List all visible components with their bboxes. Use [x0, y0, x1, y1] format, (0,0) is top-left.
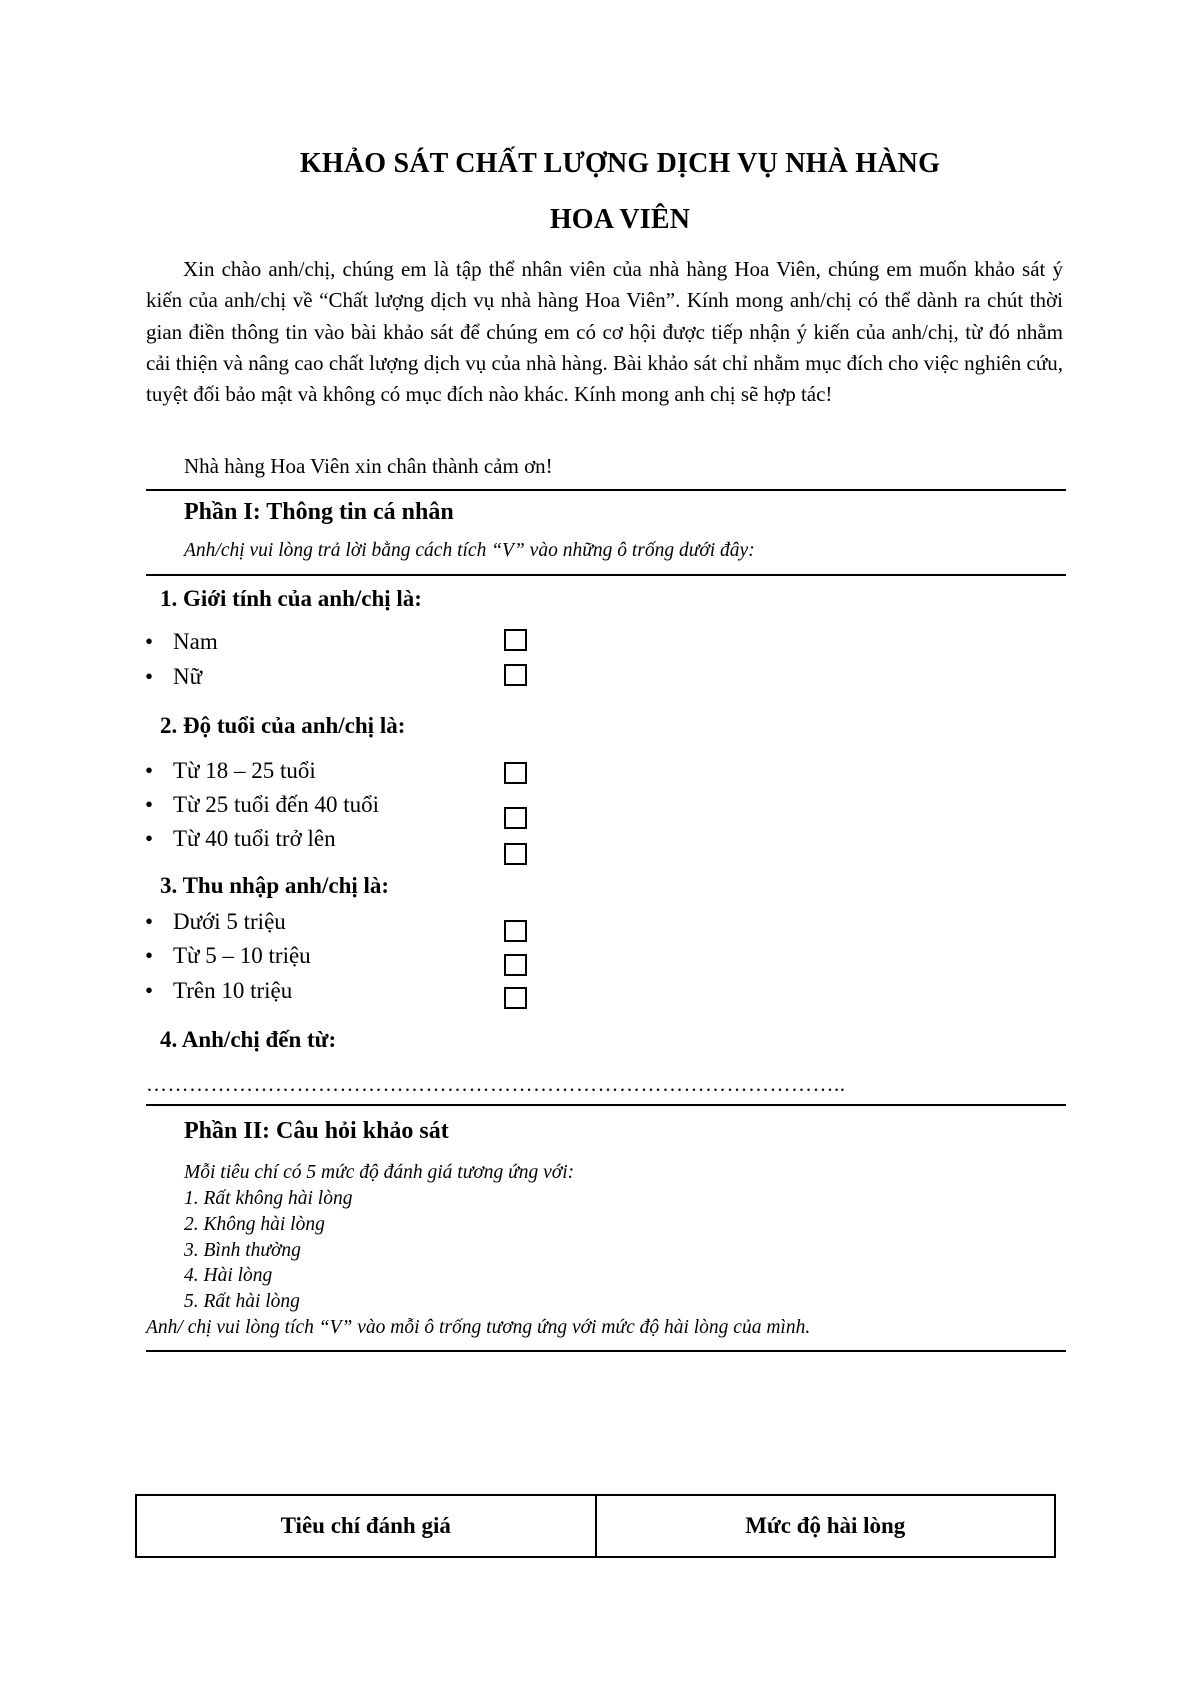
scale-level: 3. Bình thường	[184, 1240, 301, 1261]
checkbox-male[interactable]	[504, 629, 527, 651]
option-label: Từ 25 tuổi đến 40 tuổi	[173, 792, 380, 817]
option-gender-female	[145, 664, 202, 690]
bullet-icon: •	[145, 664, 154, 689]
checkbox-age-25-40[interactable]	[504, 807, 527, 829]
bullet-icon: •	[145, 978, 154, 1003]
bullet-icon: •	[145, 758, 154, 783]
table-header-criteria: Tiêu chí đánh giá	[136, 1495, 596, 1557]
bullet-icon: •	[145, 909, 154, 934]
checkbox-income-under-5[interactable]	[504, 920, 527, 942]
option-income-over-10	[145, 978, 292, 1004]
option-gender-male	[145, 629, 218, 655]
option-label: Nam	[173, 629, 218, 654]
scale-level: 2. Không hài lòng	[184, 1214, 325, 1235]
scale-level: 5. Rất hài lòng	[184, 1291, 300, 1312]
checkbox-income-5-10[interactable]	[504, 954, 527, 976]
intro-paragraph: Xin chào anh/chị, chúng em là tập thể nhân viên của nhà hàng Hoa Viên, chúng em muốn khảo sát ý kiến của anh/chị về “Chất lượng dịch vụ nhà hàng Hoa Viên”. Kính mong anh/chị có thể dành ra chút thời gian điền thông tin vào bài khảo sát để chúng em có cơ hội được tiếp nhận ý kiến của anh/chị, từ đó nhằm cải thiện và nâng cao chất lượng dịch vụ của nhà hàng. Bài khảo sát chỉ nhằm mục đích cho việc nghiên cứu, tuyệt đối bảo mật và không có mục đích nào khác. Kính mong anh chị sẽ hợp tác!	[146, 257, 1063, 407]
option-age-25-40	[145, 792, 379, 818]
bullet-icon: •	[145, 943, 154, 968]
table-header-satisfaction: Mức độ hài lòng	[596, 1495, 1056, 1557]
checkbox-income-over-10[interactable]	[504, 987, 527, 1009]
table-header-row	[136, 1495, 1055, 1557]
option-label: Từ 40 tuổi trở lên	[173, 826, 336, 851]
part2-instruction: Anh/ chị vui lòng tích “V” vào mỗi ô trống tương ứng với mức độ hài lòng của mình.	[146, 1317, 811, 1338]
divider	[146, 489, 1066, 491]
option-label: Nữ	[173, 664, 203, 689]
part2-intro: Mỗi tiêu chí có 5 mức độ đánh giá tương ứng với:	[184, 1162, 575, 1183]
bullet-icon: •	[145, 792, 154, 817]
option-label: Dưới 5 triệu	[173, 909, 286, 934]
checkbox-age-18-25[interactable]	[504, 762, 527, 784]
page-title-line2: HOA VIÊN	[549, 204, 691, 235]
option-income-under-5	[145, 909, 286, 935]
question-income: 3. Thu nhập anh/chị là:	[160, 873, 390, 898]
checkbox-age-40-plus[interactable]	[504, 843, 527, 865]
option-age-18-25	[145, 758, 316, 784]
rating-table	[135, 1494, 1056, 1558]
thanks-line: Nhà hàng Hoa Viên xin chân thành cảm ơn!	[184, 454, 553, 478]
scale-level: 1. Rất không hài lòng	[184, 1188, 353, 1209]
part1-instruction: Anh/chị vui lòng trả lời bằng cách tích “V” vào những ô trống dưới đây:	[184, 540, 755, 561]
origin-answer-line[interactable]: ……………………………………………………………………………………..	[146, 1072, 846, 1096]
option-label: Từ 5 – 10 triệu	[173, 943, 311, 968]
checkbox-female[interactable]	[504, 664, 527, 686]
question-age: 2. Độ tuổi của anh/chị là:	[160, 713, 406, 738]
option-label: Từ 18 – 25 tuổi	[173, 758, 316, 783]
part1-title: Phần I: Thông tin cá nhân	[184, 499, 454, 525]
bullet-icon: •	[145, 826, 154, 851]
divider	[146, 1350, 1066, 1352]
option-label: Trên 10 triệu	[173, 978, 293, 1003]
page-title: KHẢO SÁT CHẤT LƯỢNG DỊCH VỤ NHÀ HÀNG	[299, 148, 941, 179]
part2-title: Phần II: Câu hỏi khảo sát	[184, 1118, 449, 1144]
divider	[146, 574, 1066, 576]
question-gender: 1. Giới tính của anh/chị là:	[160, 586, 422, 611]
divider	[146, 1104, 1066, 1106]
bullet-icon: •	[145, 629, 154, 654]
scale-level: 4. Hài lòng	[184, 1265, 273, 1286]
question-origin: 4. Anh/chị đến từ:	[160, 1027, 337, 1052]
option-income-5-10	[145, 943, 311, 969]
option-age-40-plus	[145, 826, 336, 852]
